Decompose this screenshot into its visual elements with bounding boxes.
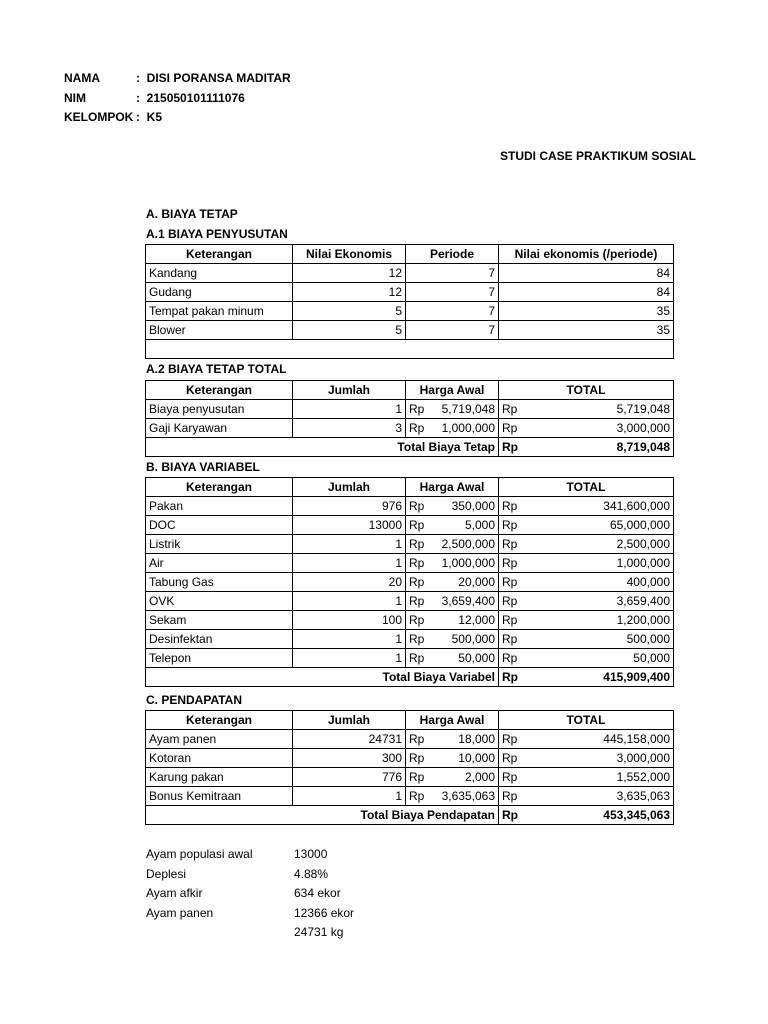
section-a-title: A. BIAYA TETAP — [146, 207, 238, 221]
cell-harga — [406, 419, 499, 438]
cell-ket: Tempat pakan minum — [146, 302, 293, 321]
population-notes — [146, 845, 354, 943]
harga-value: 3,659,400 — [441, 594, 495, 608]
harga-value: 50,000 — [458, 651, 495, 665]
harga-value: 5,000 — [464, 518, 495, 532]
currency-label: Rp — [409, 499, 425, 513]
nim-row — [64, 89, 245, 108]
currency-label: Rp — [502, 770, 518, 784]
cell-total — [499, 730, 674, 749]
note-row — [146, 865, 354, 885]
harga-value: 20,000 — [458, 575, 495, 589]
total-value: 65,000,000 — [609, 518, 670, 532]
cell-harga — [406, 497, 499, 516]
nama-value: DISI PORANSA MADITAR — [146, 71, 291, 85]
kelompok-value: K5 — [146, 110, 163, 124]
cell-total — [499, 497, 674, 516]
currency-label: Rp — [409, 613, 425, 627]
currency-label: Rp — [409, 556, 425, 570]
table-row — [146, 611, 674, 630]
table-row — [146, 264, 674, 283]
section-b-title: B. BIAYA VARIABEL — [146, 460, 260, 474]
total-label: Total Biaya Variabel — [146, 668, 499, 687]
col-total: TOTAL — [499, 711, 674, 730]
cell-ket: Tabung Gas — [146, 573, 293, 592]
nim-value: 215050101111076 — [146, 91, 245, 105]
currency-label: Rp — [502, 440, 518, 454]
cell-ket: Telepon — [146, 649, 293, 668]
cell-harga — [406, 630, 499, 649]
cell-total — [499, 749, 674, 768]
table-header-row — [146, 478, 674, 497]
cell-ket: Gaji Karyawan — [146, 419, 293, 438]
table-row — [146, 787, 674, 806]
grand-total-value: 8,719,048 — [616, 440, 670, 454]
cell-jumlah: 13000 — [293, 516, 406, 535]
note-value: 634 ekor — [294, 886, 341, 900]
table-row — [146, 497, 674, 516]
currency-label: Rp — [502, 518, 518, 532]
cell-harga — [406, 649, 499, 668]
section-a1-title: A.1 BIAYA PENYUSUTAN — [146, 227, 288, 241]
cell-per: 35 — [499, 302, 674, 321]
note-value: 4.88% — [294, 866, 329, 881]
cell-jumlah: 1 — [293, 592, 406, 611]
cell-harga — [406, 611, 499, 630]
total-value: 445,158,000 — [603, 732, 670, 746]
currency-label: Rp — [502, 632, 518, 646]
note-key: Deplesi — [146, 866, 187, 881]
currency-label: Rp — [409, 402, 425, 416]
col-keterangan: Keterangan — [146, 381, 293, 400]
table-row — [146, 321, 674, 340]
note-key: Ayam populasi awal — [146, 847, 253, 861]
cell-grand-total — [499, 438, 674, 457]
col-jumlah: Jumlah — [293, 478, 406, 497]
cell-nilai: 12 — [293, 283, 406, 302]
total-value: 2,500,000 — [616, 537, 670, 551]
total-value: 3,635,063 — [616, 789, 670, 803]
note-key: Ayam afkir — [146, 886, 203, 900]
cell-harga — [406, 730, 499, 749]
table-row — [146, 302, 674, 321]
fixed-cost-table — [145, 380, 674, 457]
currency-label: Rp — [409, 518, 425, 532]
table-header-row — [146, 381, 674, 400]
table-row — [146, 592, 674, 611]
cell-ket: Ayam panen — [146, 730, 293, 749]
col-harga-awal: Harga Awal — [406, 381, 499, 400]
note-value: 24731 kg — [294, 925, 344, 939]
cell-jumlah: 20 — [293, 573, 406, 592]
currency-label: Rp — [409, 789, 425, 803]
currency-label: Rp — [502, 651, 518, 665]
total-value: 500,000 — [626, 632, 670, 646]
table-row — [146, 768, 674, 787]
harga-value: 1,000,000 — [441, 556, 495, 570]
currency-label: Rp — [409, 770, 425, 784]
cell-total — [499, 535, 674, 554]
cell-nilai: 12 — [293, 264, 406, 283]
nama-row — [64, 69, 291, 88]
cell-per: 84 — [499, 283, 674, 302]
cell-jumlah: 1 — [293, 630, 406, 649]
currency-label: Rp — [502, 499, 518, 513]
table-row — [146, 630, 674, 649]
nama-label: NAMA — [64, 71, 100, 85]
cell-harga — [406, 554, 499, 573]
cell-ket: Sekam — [146, 611, 293, 630]
harga-value: 2,500,000 — [441, 537, 495, 551]
currency-label: Rp — [502, 789, 518, 803]
kelompok-colon: : — [136, 110, 140, 124]
table-row — [146, 730, 674, 749]
cell-jumlah: 3 — [293, 419, 406, 438]
cell-total — [499, 611, 674, 630]
cell-jumlah: 1 — [293, 400, 406, 419]
cell-harga — [406, 573, 499, 592]
cell-ket: Blower — [146, 321, 293, 340]
cell-ket: DOC — [146, 516, 293, 535]
document-title: STUDI CASE PRAKTIKUM SOSIAL — [500, 149, 697, 163]
cell-jumlah: 1 — [293, 554, 406, 573]
table-header-row — [146, 711, 674, 730]
table-row — [146, 400, 674, 419]
cell-grand-total — [499, 806, 674, 825]
note-row — [146, 904, 354, 924]
col-jumlah: Jumlah — [293, 381, 406, 400]
cell-harga — [406, 516, 499, 535]
currency-label: Rp — [502, 421, 518, 435]
table-row — [146, 749, 674, 768]
total-value: 1,000,000 — [616, 556, 670, 570]
cell-jumlah: 976 — [293, 497, 406, 516]
table-row — [146, 535, 674, 554]
nama-colon: : — [136, 71, 140, 85]
cell-harga — [406, 592, 499, 611]
currency-label: Rp — [502, 670, 518, 684]
currency-label: Rp — [502, 751, 518, 765]
col-keterangan: Keterangan — [146, 711, 293, 730]
cell-periode: 7 — [406, 302, 499, 321]
total-row — [146, 806, 674, 825]
currency-label: Rp — [502, 575, 518, 589]
total-label: Total Biaya Tetap — [146, 438, 499, 457]
harga-value: 12,000 — [458, 613, 495, 627]
harga-value: 1,000,000 — [441, 421, 495, 435]
harga-value: 18,000 — [458, 732, 495, 746]
harga-value: 500,000 — [451, 632, 495, 646]
table-header-row — [146, 245, 674, 264]
currency-label: Rp — [502, 537, 518, 551]
cell-total — [499, 554, 674, 573]
cell-total — [499, 787, 674, 806]
cell-harga — [406, 400, 499, 419]
col-periode: Periode — [406, 245, 499, 264]
table-row — [146, 649, 674, 668]
cell-total — [499, 768, 674, 787]
grand-total-value: 415,909,400 — [603, 670, 670, 684]
cell-jumlah: 24731 — [293, 730, 406, 749]
cell-harga — [406, 535, 499, 554]
harga-value: 3,635,063 — [441, 789, 495, 803]
table-row — [146, 516, 674, 535]
cell-periode: 7 — [406, 283, 499, 302]
currency-label: Rp — [502, 594, 518, 608]
table-row — [146, 573, 674, 592]
cell-jumlah: 300 — [293, 749, 406, 768]
currency-label: Rp — [409, 537, 425, 551]
currency-label: Rp — [502, 732, 518, 746]
total-value: 5,719,048 — [616, 402, 670, 416]
col-total: TOTAL — [499, 478, 674, 497]
nim-colon: : — [136, 91, 140, 105]
cell-ket: Kotoran — [146, 749, 293, 768]
cell-harga — [406, 768, 499, 787]
total-value: 1,200,000 — [616, 613, 670, 627]
cell-jumlah: 1 — [293, 535, 406, 554]
section-c-title: C. PENDAPATAN — [146, 693, 242, 707]
cell-ket: Pakan — [146, 497, 293, 516]
note-row — [146, 845, 354, 865]
currency-label: Rp — [502, 613, 518, 627]
total-value: 1,552,000 — [616, 770, 670, 784]
cell-nilai: 5 — [293, 321, 406, 340]
cell-total — [499, 573, 674, 592]
cell-nilai: 5 — [293, 302, 406, 321]
total-value: 3,659,400 — [616, 594, 670, 608]
section-a2-title: A.2 BIAYA TETAP TOTAL — [146, 362, 287, 376]
grand-total-value: 453,345,063 — [603, 808, 670, 822]
kelompok-row — [64, 108, 162, 127]
total-label: Total Biaya Pendapatan — [146, 806, 499, 825]
total-row — [146, 438, 674, 457]
kelompok-label: KELOMPOK — [64, 110, 134, 124]
cell-ket: Air — [146, 554, 293, 573]
cell-total — [499, 649, 674, 668]
currency-label: Rp — [409, 651, 425, 665]
total-row — [146, 668, 674, 687]
cell-jumlah: 100 — [293, 611, 406, 630]
empty-cell — [146, 340, 674, 359]
note-value: 12366 ekor — [294, 905, 355, 920]
total-value: 3,000,000 — [616, 421, 670, 435]
currency-label: Rp — [409, 632, 425, 646]
cell-ket: Listrik — [146, 535, 293, 554]
cell-total — [499, 630, 674, 649]
cell-total — [499, 400, 674, 419]
note-value: 13000 — [294, 847, 328, 861]
harga-value: 5,719,048 — [441, 402, 495, 416]
currency-label: Rp — [409, 732, 425, 746]
currency-label: Rp — [409, 594, 425, 608]
col-harga-awal: Harga Awal — [406, 478, 499, 497]
cell-ket: Bonus Kemitraan — [146, 787, 293, 806]
nim-label: NIM — [64, 91, 86, 105]
col-nilai-ekonomis: Nilai Ekonomis — [293, 245, 406, 264]
note-key: Ayam panen — [146, 905, 214, 920]
cell-harga — [406, 749, 499, 768]
harga-value: 2,000 — [464, 770, 495, 784]
col-total: TOTAL — [499, 381, 674, 400]
cell-ket: Kandang — [146, 264, 293, 283]
table-row — [146, 419, 674, 438]
table-row — [146, 283, 674, 302]
harga-value: 10,000 — [458, 751, 495, 765]
table-row — [146, 554, 674, 573]
cell-jumlah: 776 — [293, 768, 406, 787]
cell-ket: OVK — [146, 592, 293, 611]
cell-grand-total — [499, 668, 674, 687]
cell-ket: Desinfektan — [146, 630, 293, 649]
col-keterangan: Keterangan — [146, 478, 293, 497]
total-value: 341,600,000 — [603, 499, 670, 513]
cell-periode: 7 — [406, 264, 499, 283]
currency-label: Rp — [502, 402, 518, 416]
cell-ket: Biaya penyusutan — [146, 400, 293, 419]
cell-periode: 7 — [406, 321, 499, 340]
total-value: 400,000 — [626, 575, 670, 589]
currency-label: Rp — [409, 751, 425, 765]
depreciation-table — [145, 244, 674, 359]
cell-total — [499, 592, 674, 611]
variable-cost-table — [145, 477, 674, 687]
col-keterangan: Keterangan — [146, 245, 293, 264]
cell-per: 84 — [499, 264, 674, 283]
table-empty-row — [146, 340, 674, 359]
cell-ket: Karung pakan — [146, 768, 293, 787]
cell-total — [499, 516, 674, 535]
currency-label: Rp — [502, 556, 518, 570]
cell-jumlah: 1 — [293, 649, 406, 668]
note-row — [146, 884, 354, 904]
total-value: 3,000,000 — [616, 751, 670, 765]
cell-harga — [406, 787, 499, 806]
currency-label: Rp — [409, 421, 425, 435]
cell-per: 35 — [499, 321, 674, 340]
harga-value: 350,000 — [451, 499, 495, 513]
cell-jumlah: 1 — [293, 787, 406, 806]
total-value: 50,000 — [633, 651, 670, 665]
cell-ket: Gudang — [146, 283, 293, 302]
note-row — [146, 923, 354, 943]
income-table — [145, 710, 674, 825]
currency-label: Rp — [502, 808, 518, 822]
col-harga-awal: Harga Awal — [406, 711, 499, 730]
cell-total — [499, 419, 674, 438]
col-jumlah: Jumlah — [293, 711, 406, 730]
col-nilai-per-periode: Nilai ekonomis (/periode) — [499, 245, 674, 264]
currency-label: Rp — [409, 575, 425, 589]
